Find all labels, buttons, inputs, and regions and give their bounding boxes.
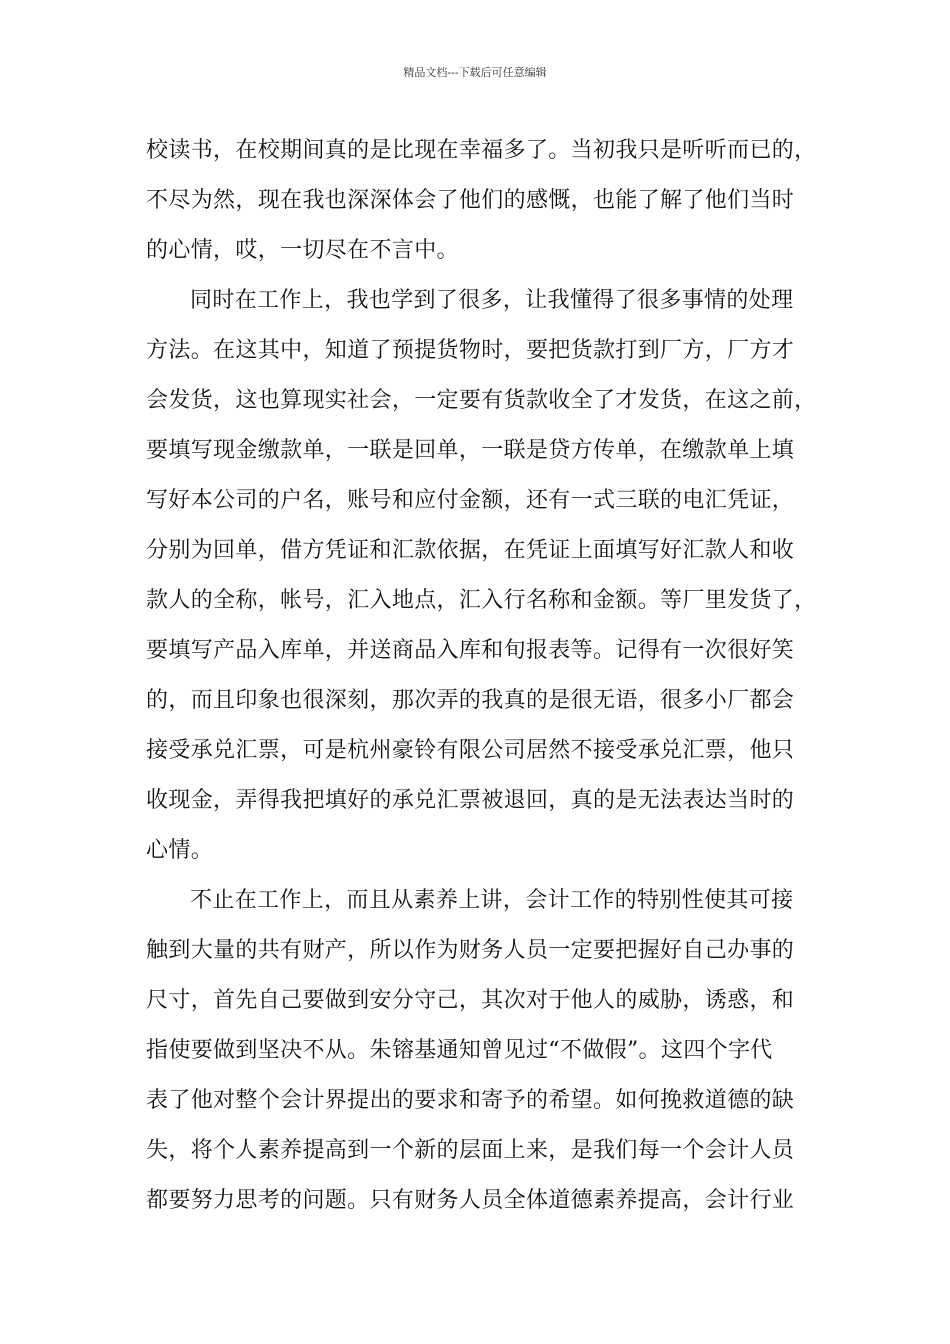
text-line: 写好本公司的户名，账号和应付金额，还有一式三联的电汇凭证， bbox=[146, 488, 795, 513]
text-line: 收现金，弄得我把填好的承兑汇票被退回，真的是无法表达当时的 bbox=[146, 788, 795, 813]
text-line: 指使要做到坚决不从。朱镕基通知曾见过“不做假”。这四个字代 bbox=[146, 1038, 773, 1063]
text-line: 尺寸，首先自己要做到安分守己，其次对于他人的威胁，诱惑，和 bbox=[146, 988, 795, 1013]
text-line: 校读书，在校期间真的是比现在幸福多了。当初我只是听听而已的， bbox=[146, 138, 817, 163]
text-line: 心情。 bbox=[146, 838, 214, 863]
text-line: 同时在工作上，我也学到了很多，让我懂得了很多事情的处理 bbox=[190, 288, 794, 313]
paragraph bbox=[146, 132, 817, 282]
text-line: 的，而且印象也很深刻，那次弄的我真的是很无语，很多小厂都会 bbox=[146, 688, 795, 713]
document-body bbox=[146, 132, 817, 1232]
text-line: 触到大量的共有财产，所以作为财务人员一定要把握好自己办事的 bbox=[146, 938, 795, 963]
text-line: 会发货，这也算现实社会，一定要有货款收全了才发货，在这之前， bbox=[146, 388, 817, 413]
page-header: 精品文档---下载后可任意编辑 bbox=[403, 66, 547, 79]
text-line: 不止在工作上，而且从素养上讲，会计工作的特别性使其可接 bbox=[190, 888, 794, 913]
text-line: 接受承兑汇票，可是杭州豪铃有限公司居然不接受承兑汇票，他只 bbox=[146, 738, 795, 763]
text-line: 表了他对整个会计界提出的要求和寄予的希望。如何挽救道德的缺 bbox=[146, 1088, 795, 1113]
text-line: 分别为回单，借方凭证和汇款依据，在凭证上面填写好汇款人和收 bbox=[146, 538, 795, 563]
text-line: 都要努力思考的问题。只有财务人员全体道德素养提高，会计行业 bbox=[146, 1188, 795, 1213]
text-line: 款人的全称，帐号，汇入地点，汇入行名称和金额。等厂里发货了， bbox=[146, 588, 817, 613]
text-line: 失，将个人素养提高到一个新的层面上来，是我们每一个会计人员 bbox=[146, 1138, 795, 1163]
text-line: 的心情，哎，一切尽在不言中。 bbox=[146, 238, 459, 263]
text-line: 要填写现金缴款单，一联是回单，一联是贷方传单，在缴款单上填 bbox=[146, 438, 795, 463]
text-line: 方法。在这其中，知道了预提货物时，要把货款打到厂方，厂方才 bbox=[146, 338, 795, 363]
text-line: 要填写产品入库单，并送商品入库和旬报表等。记得有一次很好笑 bbox=[146, 638, 795, 663]
paragraph bbox=[146, 282, 817, 882]
paragraph bbox=[146, 882, 806, 1232]
text-line: 不尽为然，现在我也深深体会了他们的感慨，也能了解了他们当时 bbox=[146, 188, 795, 213]
